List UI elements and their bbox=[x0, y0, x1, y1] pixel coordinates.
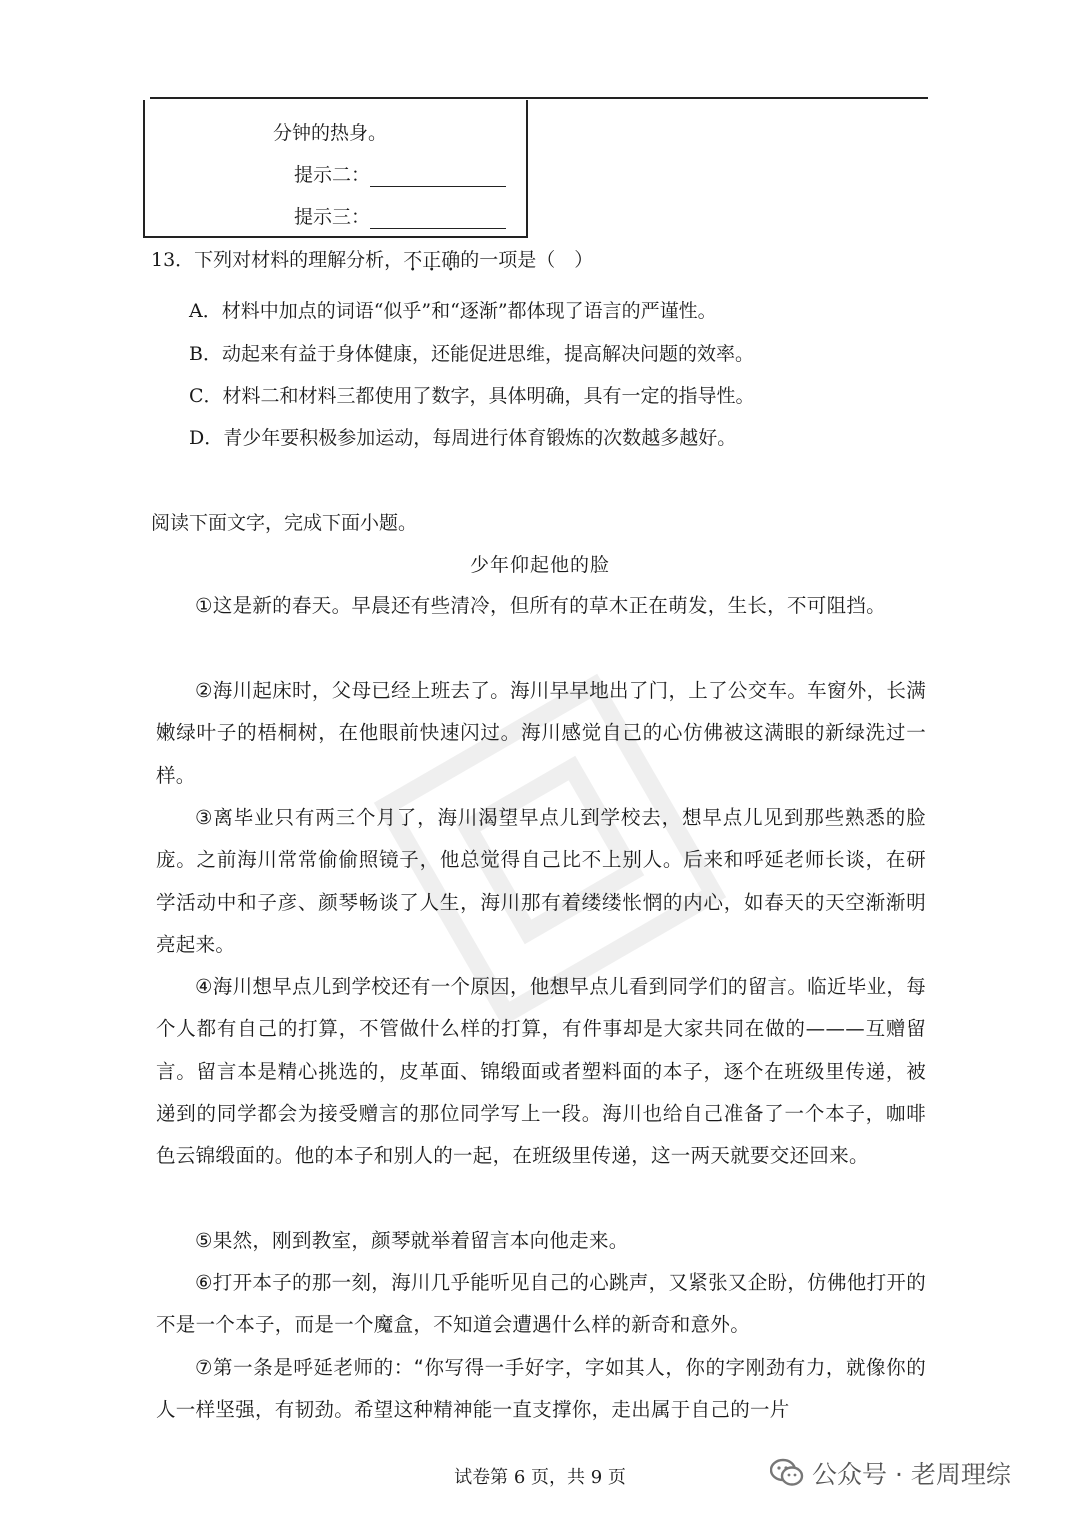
hint-three-blank[interactable] bbox=[370, 208, 506, 229]
hint-three bbox=[294, 202, 506, 229]
wechat-icon bbox=[770, 1458, 804, 1488]
paragraph-4: ④海川想早点儿到学校还有一个原因，他想早点儿看到同学们的留言。临近毕业，每个人都有自己的打算，不管做什么样的打算，有件事却是大家共同在做的———互赠留言。留言本是精心挑选的，皮革面、锦缎面或者塑料面的本子，逐个在班级里传递，被递到的同学都会为接受赠言的那位同学写上一段。海川也给自己准备了一个本子，咖啡色云锦缎面的。他的本子和别人的一起，在班级里传递，这一两天就要交还回来。 bbox=[156, 975, 926, 1168]
hint-box-text: 分钟的热身。 bbox=[273, 122, 388, 144]
paragraph-3: ③离毕业只有两三个月了，海川渴望早点儿到学校去，想早点儿见到那些熟悉的脸庞。之前海川常常偷偷照镜子，他总觉得自己比不上别人。后来和呼延老师长谈，在研学活动中和子彦、颜琴畅谈了人生，海川那有着缕缕怅惘的内心，如春天的天空渐渐明亮起来。 bbox=[156, 806, 926, 956]
emphasis-char: 正 bbox=[422, 249, 442, 271]
option-d[interactable]: D．青少年要积极参加运动，每周进行体育锻炼的次数越多越好。 bbox=[189, 427, 737, 449]
hint-two-label: 提示二： bbox=[294, 164, 371, 186]
hint-two bbox=[294, 160, 506, 187]
top-rule bbox=[150, 97, 928, 99]
paragraph-5: ⑤果然，刚到教室，颜琴就举着留言本向他走来。 bbox=[195, 1229, 629, 1252]
question-13 bbox=[151, 245, 593, 272]
page-footer: 试卷第 6 页，共 9 页 bbox=[454, 1467, 626, 1488]
option-b[interactable]: B．动起来有益于身体健康，还能促进思维，提高解决问题的效率。 bbox=[189, 343, 754, 365]
option-c[interactable]: C．材料二和材料三都使用了数字，具体明确，具有一定的指导性。 bbox=[189, 385, 755, 407]
story-title: 少年仰起他的脸 bbox=[469, 554, 610, 576]
emphasis-char: 确 bbox=[441, 249, 461, 271]
option-a[interactable]: A．材料中加点的词语“似乎”和“逐渐”都体现了语言的严谨性。 bbox=[189, 300, 717, 322]
paragraph-6: ⑥打开本子的那一刻，海川几乎能听见自己的心跳声，又紧张又企盼，仿佛他打开的不是一个本子，而是一个魔盒，不知道会遭遇什么样的新奇和意外。 bbox=[156, 1271, 926, 1337]
reading-intro: 阅读下面文字，完成下面小题。 bbox=[151, 512, 418, 534]
paragraph-1: ①这是新的春天。早晨还有些清冷，但所有的草木正在萌发，生长，不可阻挡。 bbox=[195, 594, 886, 617]
paragraph-7: ⑦第一条是呼延老师的：“你写得一手好字，字如其人，你的字刚劲有力，就像你的人一样坚强，有韧劲。希望这种精神能一直支撑你，走出属于自己的一片 bbox=[156, 1356, 926, 1422]
question-prefix: 13．下列对材料的理解分析， bbox=[151, 249, 404, 271]
hint-box bbox=[143, 100, 528, 238]
wechat-brand bbox=[770, 1455, 1011, 1491]
emphasis-char: 不 bbox=[403, 249, 423, 271]
paragraph-2: ②海川起床时，父母已经上班去了。海川早早地出了门，上了公交车。车窗外，长满嫩绿叶子的梧桐树，在他眼前快速闪过。海川感觉自己的心仿佛被这满眼的新绿洗过一样。 bbox=[156, 679, 926, 787]
question-suffix: 的一项是（ ） bbox=[460, 249, 594, 271]
hint-two-blank[interactable] bbox=[370, 166, 506, 187]
hint-three-label: 提示三： bbox=[294, 206, 371, 228]
brand-text: 公众号 · 老周理综 bbox=[812, 1460, 1011, 1489]
